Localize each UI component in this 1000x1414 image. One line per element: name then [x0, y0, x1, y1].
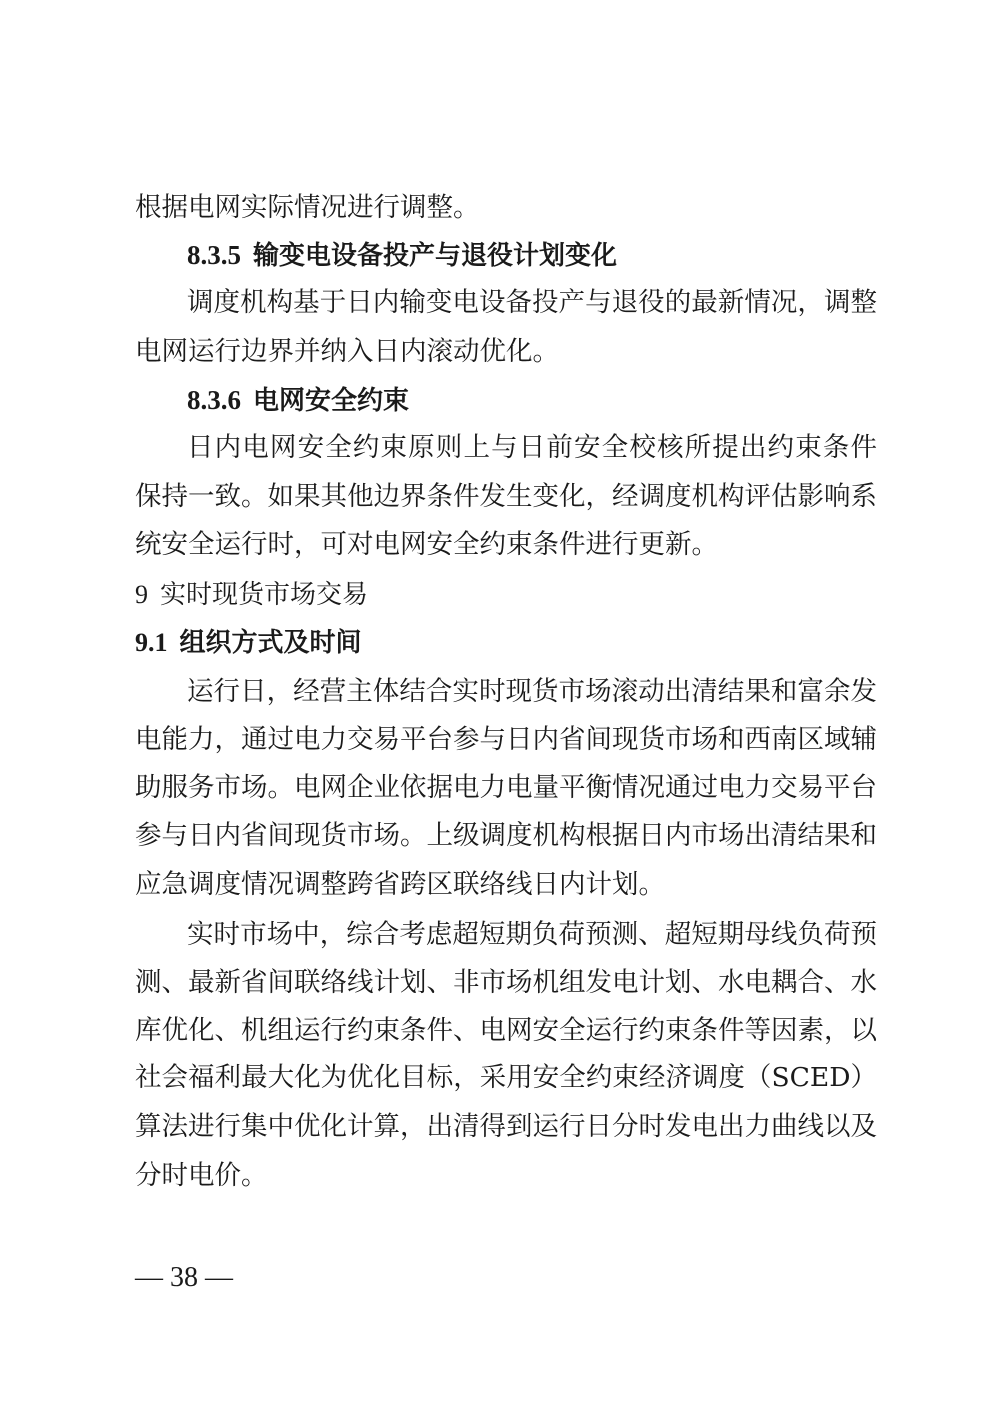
section-title: 组织方式及时间 [179, 628, 362, 658]
paragraph-line: 算法进行集中优化计算，出清得到运行日分时发电出力曲线以及 [135, 1111, 877, 1142]
paragraph-line: 日内电网安全约束原则上与日前安全校核所提出约束条件 [187, 432, 877, 463]
chapter-title: 实时现货市场交易 [160, 580, 369, 610]
paragraph-line: 社会福利最大化为优化目标，采用安全约束经济调度（SCED） [135, 1062, 877, 1093]
paragraph-line: 电能力，通过电力交易平台参与日内省间现货市场和西南区域辅 [135, 724, 877, 755]
section-title: 输变电设备投产与退役计划变化 [253, 241, 618, 271]
section-heading-8-3-6 [187, 376, 929, 424]
section-heading-9-1 [135, 619, 877, 667]
paragraph-line: 调度机构基于日内输变电设备投产与退役的最新情况，调整 [187, 287, 877, 318]
paragraph-line: 测、最新省间联络线计划、非市场机组发电计划、水电耦合、水 [135, 967, 877, 998]
paragraph-line: 统安全运行时，可对电网安全约束条件进行更新。 [135, 529, 718, 560]
chapter-heading-9 [135, 571, 877, 619]
section-number: 8.3.6 [187, 385, 241, 415]
paragraph-line: 库优化、机组运行约束条件、电网安全运行约束条件等因素，以 [135, 1015, 877, 1046]
paragraph-line: 电网运行边界并纳入日内滚动优化。 [135, 336, 559, 367]
page-number: — 38 — [135, 1262, 233, 1293]
paragraph-line: 分时电价。 [135, 1160, 268, 1191]
paragraph-line: 运行日，经营主体结合实时现货市场滚动出清结果和富余发 [187, 676, 877, 707]
chapter-number: 9 [135, 580, 148, 609]
paragraph-line: 助服务市场。电网企业依据电力电量平衡情况通过电力交易平台 [135, 772, 877, 803]
paragraph-line: 根据电网实际情况进行调整。 [135, 192, 480, 223]
section-title: 电网安全约束 [253, 386, 410, 416]
paragraph-line: 参与日内省间现货市场。上级调度机构根据日内市场出清结果和 [135, 820, 877, 851]
section-number: 8.3.5 [187, 240, 241, 270]
section-number: 9.1 [135, 628, 168, 657]
paragraph-line: 应急调度情况调整跨省跨区联络线日内计划。 [135, 869, 665, 900]
paragraph-line: 保持一致。如果其他边界条件发生变化，经调度机构评估影响系 [135, 481, 877, 512]
paragraph-line: 实时市场中，综合考虑超短期负荷预测、超短期母线负荷预 [187, 919, 877, 950]
section-heading-8-3-5 [187, 231, 929, 279]
